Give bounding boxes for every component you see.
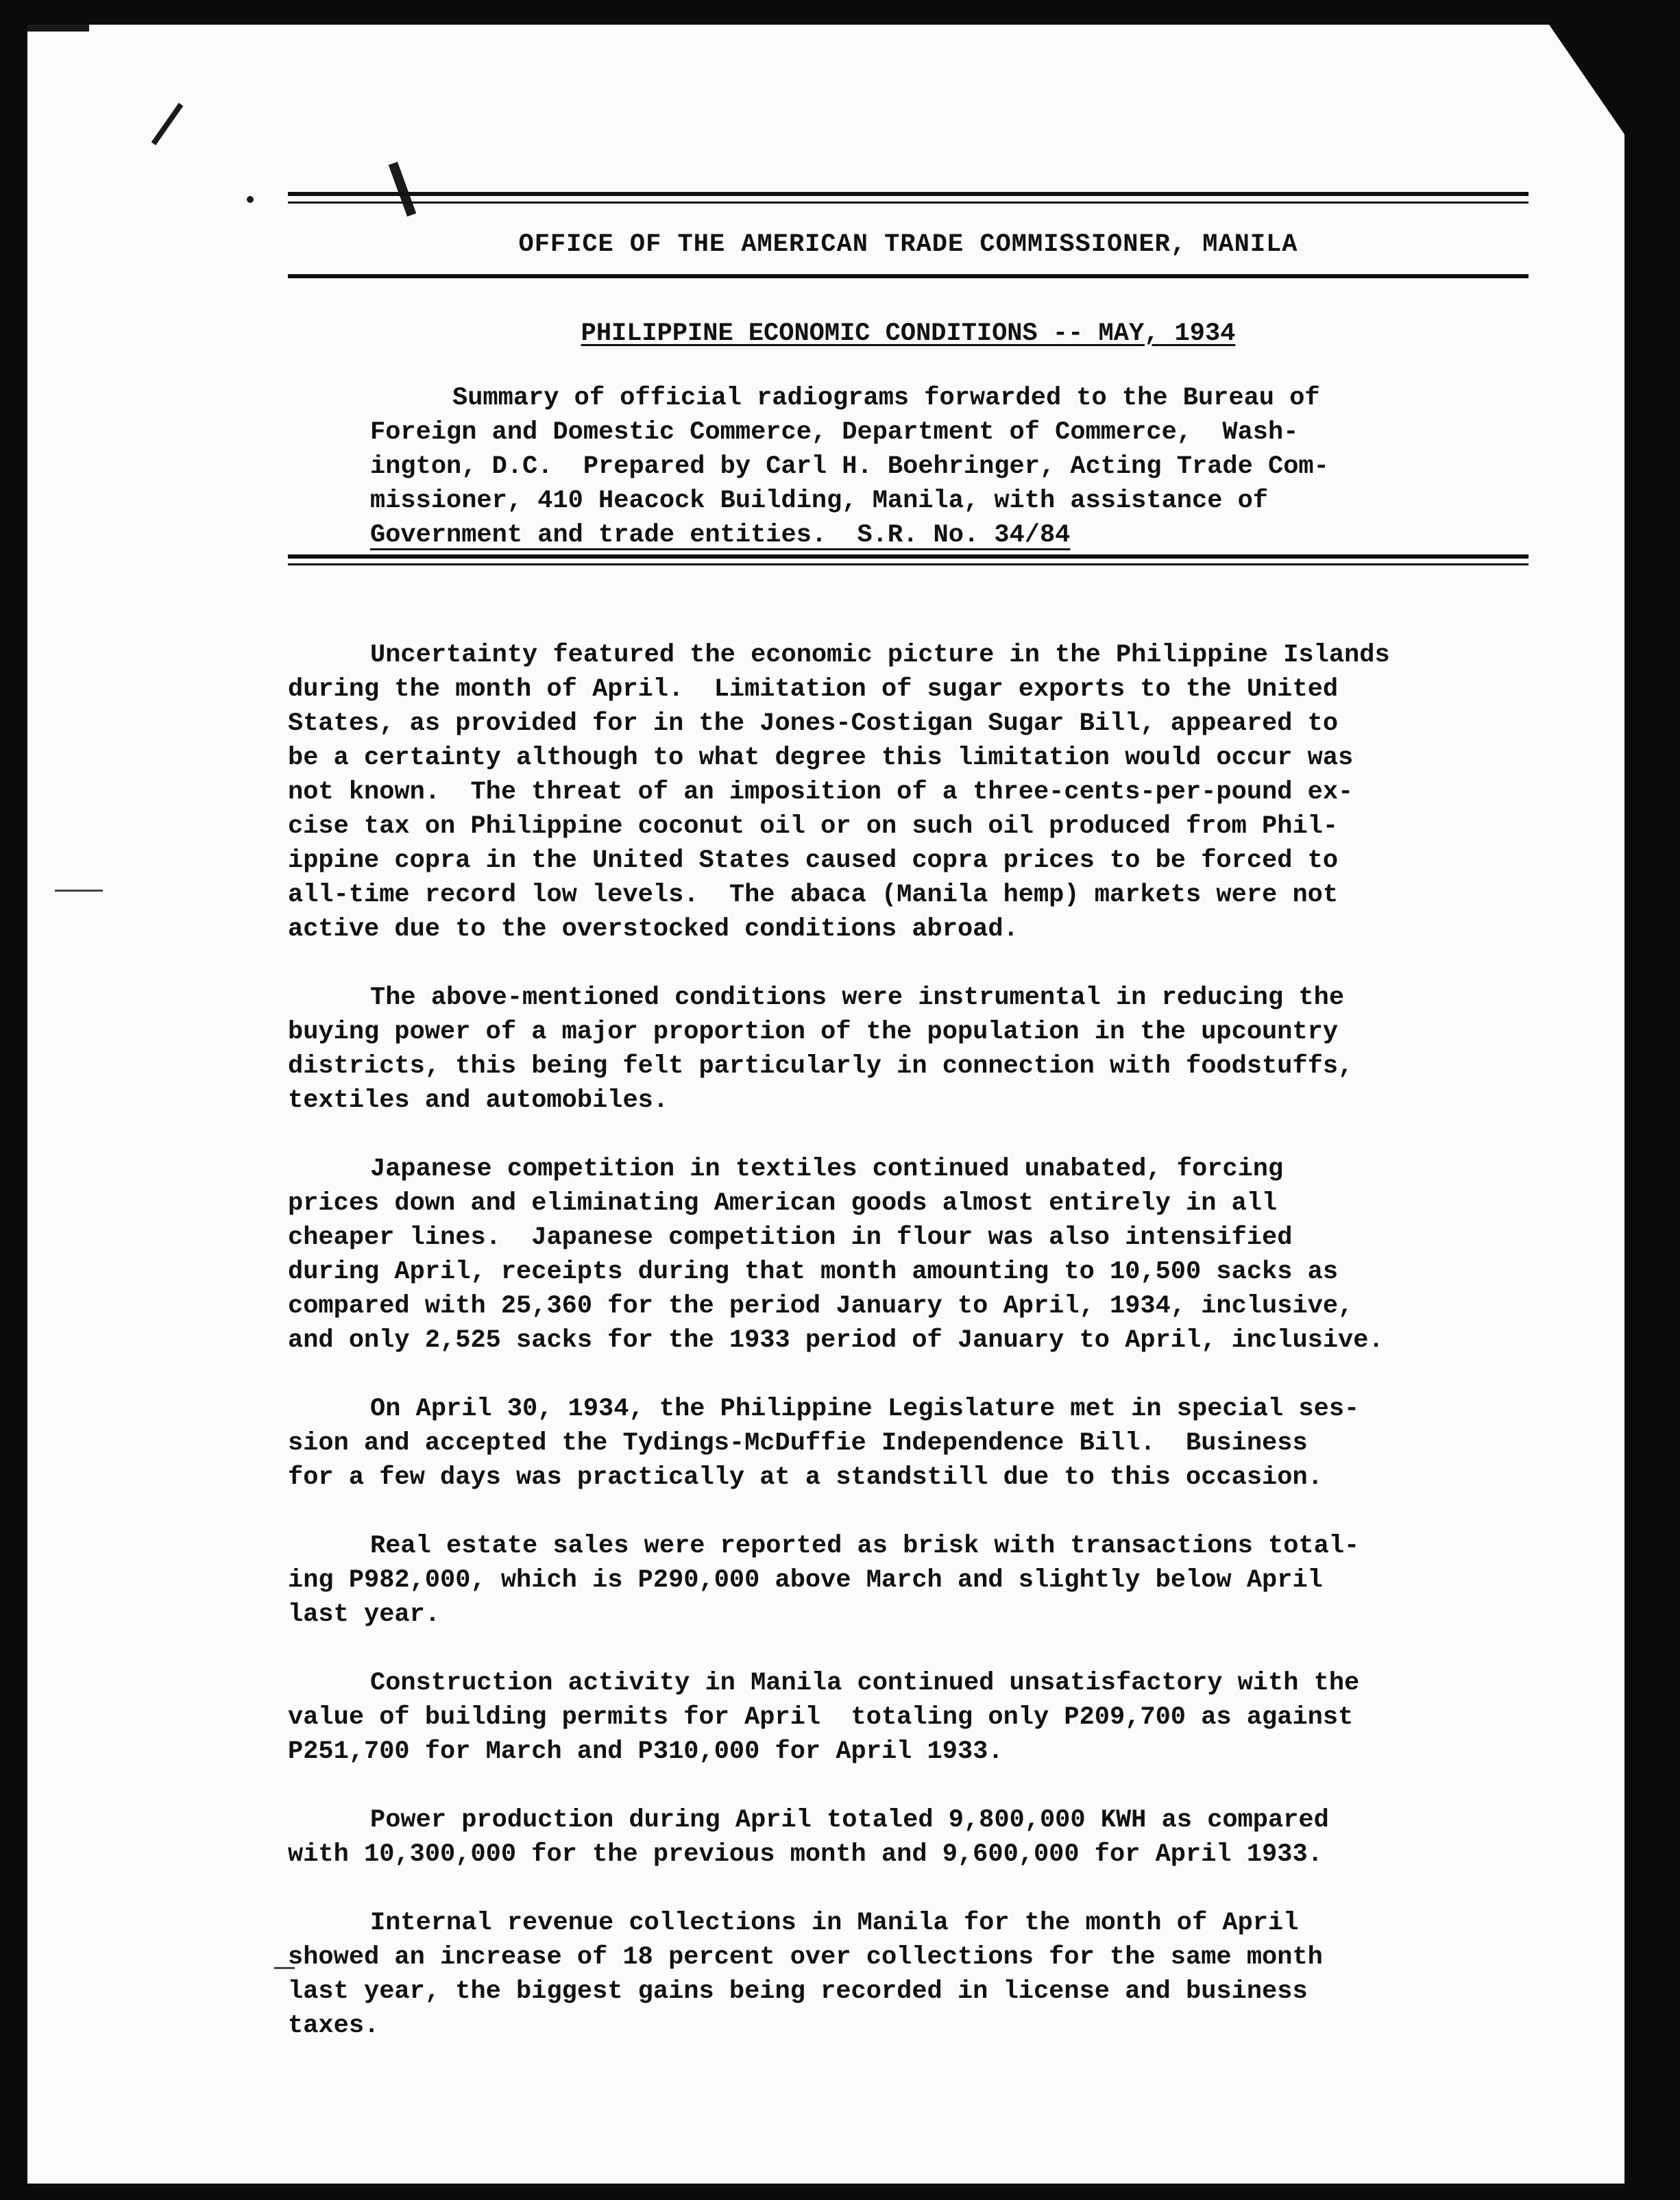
paragraph-line: value of building permits for April totaling only P209,700 as against <box>288 1703 1354 1732</box>
header-rule-middle <box>288 274 1529 278</box>
paragraph-line: Japanese competition in textiles continued unabated, forcing <box>370 1155 1284 1184</box>
paragraph <box>288 981 1590 1118</box>
office-title: OFFICE OF THE AMERICAN TRADE COMMISSIONER, MANILA <box>518 230 1298 259</box>
summary-line: Government and trade entities. S.R. No. 34/84 <box>370 521 1071 550</box>
document-title: PHILIPPINE ECONOMIC CONDITIONS -- MAY, 1934 <box>581 319 1236 348</box>
scan-mark <box>27 25 89 32</box>
paragraph <box>288 1906 1590 2043</box>
paragraph-line: Power production during April totaled 9,800,000 KWH as compared <box>370 1806 1329 1835</box>
paragraph <box>288 1529 1590 1632</box>
paragraph-line: Uncertainty featured the economic picture in the Philippine Islands <box>370 641 1390 670</box>
scan-mark <box>247 196 254 203</box>
paragraph-line: all-time record low levels. The abaca (Manila hemp) markets were not <box>288 881 1339 909</box>
paragraph-line: during the month of April. Limitation of sugar exports to the United <box>288 675 1339 704</box>
paragraph-line: ippine copra in the United States caused copra prices to be forced to <box>288 846 1339 875</box>
summary-line: ington, D.C. Prepared by Carl H. Boehringer, Acting Trade Com- <box>370 452 1329 481</box>
summary-line: Foreign and Domestic Commerce, Department of Commerce, Wash- <box>370 418 1299 447</box>
paragraph-line: districts, this being felt particularly in connection with foodstuffs, <box>288 1052 1354 1081</box>
paragraph-line: and only 2,525 sacks for the 1933 period of January to April, inclusive. <box>288 1326 1384 1355</box>
paragraph-line: last year, the biggest gains being recorded in license and business <box>288 1977 1308 2006</box>
paragraph-line: last year. <box>288 1600 441 1629</box>
margin-mark <box>55 890 103 892</box>
paragraph-line: cise tax on Philippine coconut oil or on such oil produced from Phil- <box>288 812 1339 841</box>
paragraph-line: buying power of a major proportion of the population in the upcountry <box>288 1018 1339 1047</box>
paragraph-line: not known. The threat of an imposition of a three-cents-per-pound ex- <box>288 778 1354 807</box>
paragraph <box>288 1392 1590 1495</box>
page-fold-corner <box>1549 25 1624 134</box>
paragraph-line: for a few days was practically at a standstill due to this occasion. <box>288 1463 1323 1492</box>
paragraph-line: Real estate sales were reported as brisk with transactions total- <box>370 1532 1360 1561</box>
scan-mark <box>151 103 184 145</box>
summary-block <box>370 381 1494 552</box>
paragraph-line: during April, receipts during that month amounting to 10,500 sacks as <box>288 1258 1339 1286</box>
paragraph-line: The above-mentioned conditions were instrumental in reducing the <box>370 983 1345 1012</box>
paragraph <box>288 1152 1590 1358</box>
paragraph-line: P251,700 for March and P310,000 for April 1933. <box>288 1737 1003 1766</box>
paragraph-line: be a certainty although to what degree this limitation would occur was <box>288 744 1354 772</box>
paragraph-line: Construction activity in Manila continued unsatisfactory with the <box>370 1669 1360 1698</box>
header-rule-top-inner <box>288 201 1529 204</box>
summary-rule-bottom-inner <box>288 563 1529 565</box>
paragraph-line: Internal revenue collections in Manila for the month of April <box>370 1909 1299 1938</box>
summary-line: Summary of official radiograms forwarded to the Bureau of <box>452 384 1320 413</box>
paragraph-line: On April 30, 1934, the Philippine Legislature met in special ses- <box>370 1395 1360 1423</box>
paragraph-line: with 10,300,000 for the previous month and 9,600,000 for April 1933. <box>288 1840 1323 1869</box>
paragraph-line: States, as provided for in the Jones-Costigan Sugar Bill, appeared to <box>288 709 1339 738</box>
header-rule-top <box>288 192 1529 196</box>
paragraph-line: showed an increase of 18 percent over collections for the same month <box>288 1943 1323 1972</box>
document-page <box>27 25 1624 2184</box>
paragraph <box>288 1666 1590 1769</box>
body-text <box>288 638 1590 2077</box>
paragraph-line: taxes. <box>288 2012 380 2040</box>
paragraph-line: prices down and eliminating American goods almost entirely in all <box>288 1189 1278 1218</box>
paragraph <box>288 638 1590 946</box>
paragraph-line: compared with 25,360 for the period January to April, 1934, inclusive, <box>288 1292 1354 1321</box>
paragraph <box>288 1803 1590 1872</box>
paragraph-line: cheaper lines. Japanese competition in flour was also intensified <box>288 1223 1293 1252</box>
paragraph-line: textiles and automobiles. <box>288 1086 669 1115</box>
summary-line: missioner, 410 Heacock Building, Manila, with assistance of <box>370 487 1269 515</box>
summary-rule-bottom <box>288 554 1529 559</box>
paragraph-line: sion and accepted the Tydings-McDuffie Independence Bill. Business <box>288 1429 1308 1458</box>
paragraph-line: active due to the overstocked conditions abroad. <box>288 915 1019 944</box>
scan-mark <box>389 162 417 217</box>
paragraph-line: ing P982,000, which is P290,000 above March and slightly below April <box>288 1566 1323 1595</box>
